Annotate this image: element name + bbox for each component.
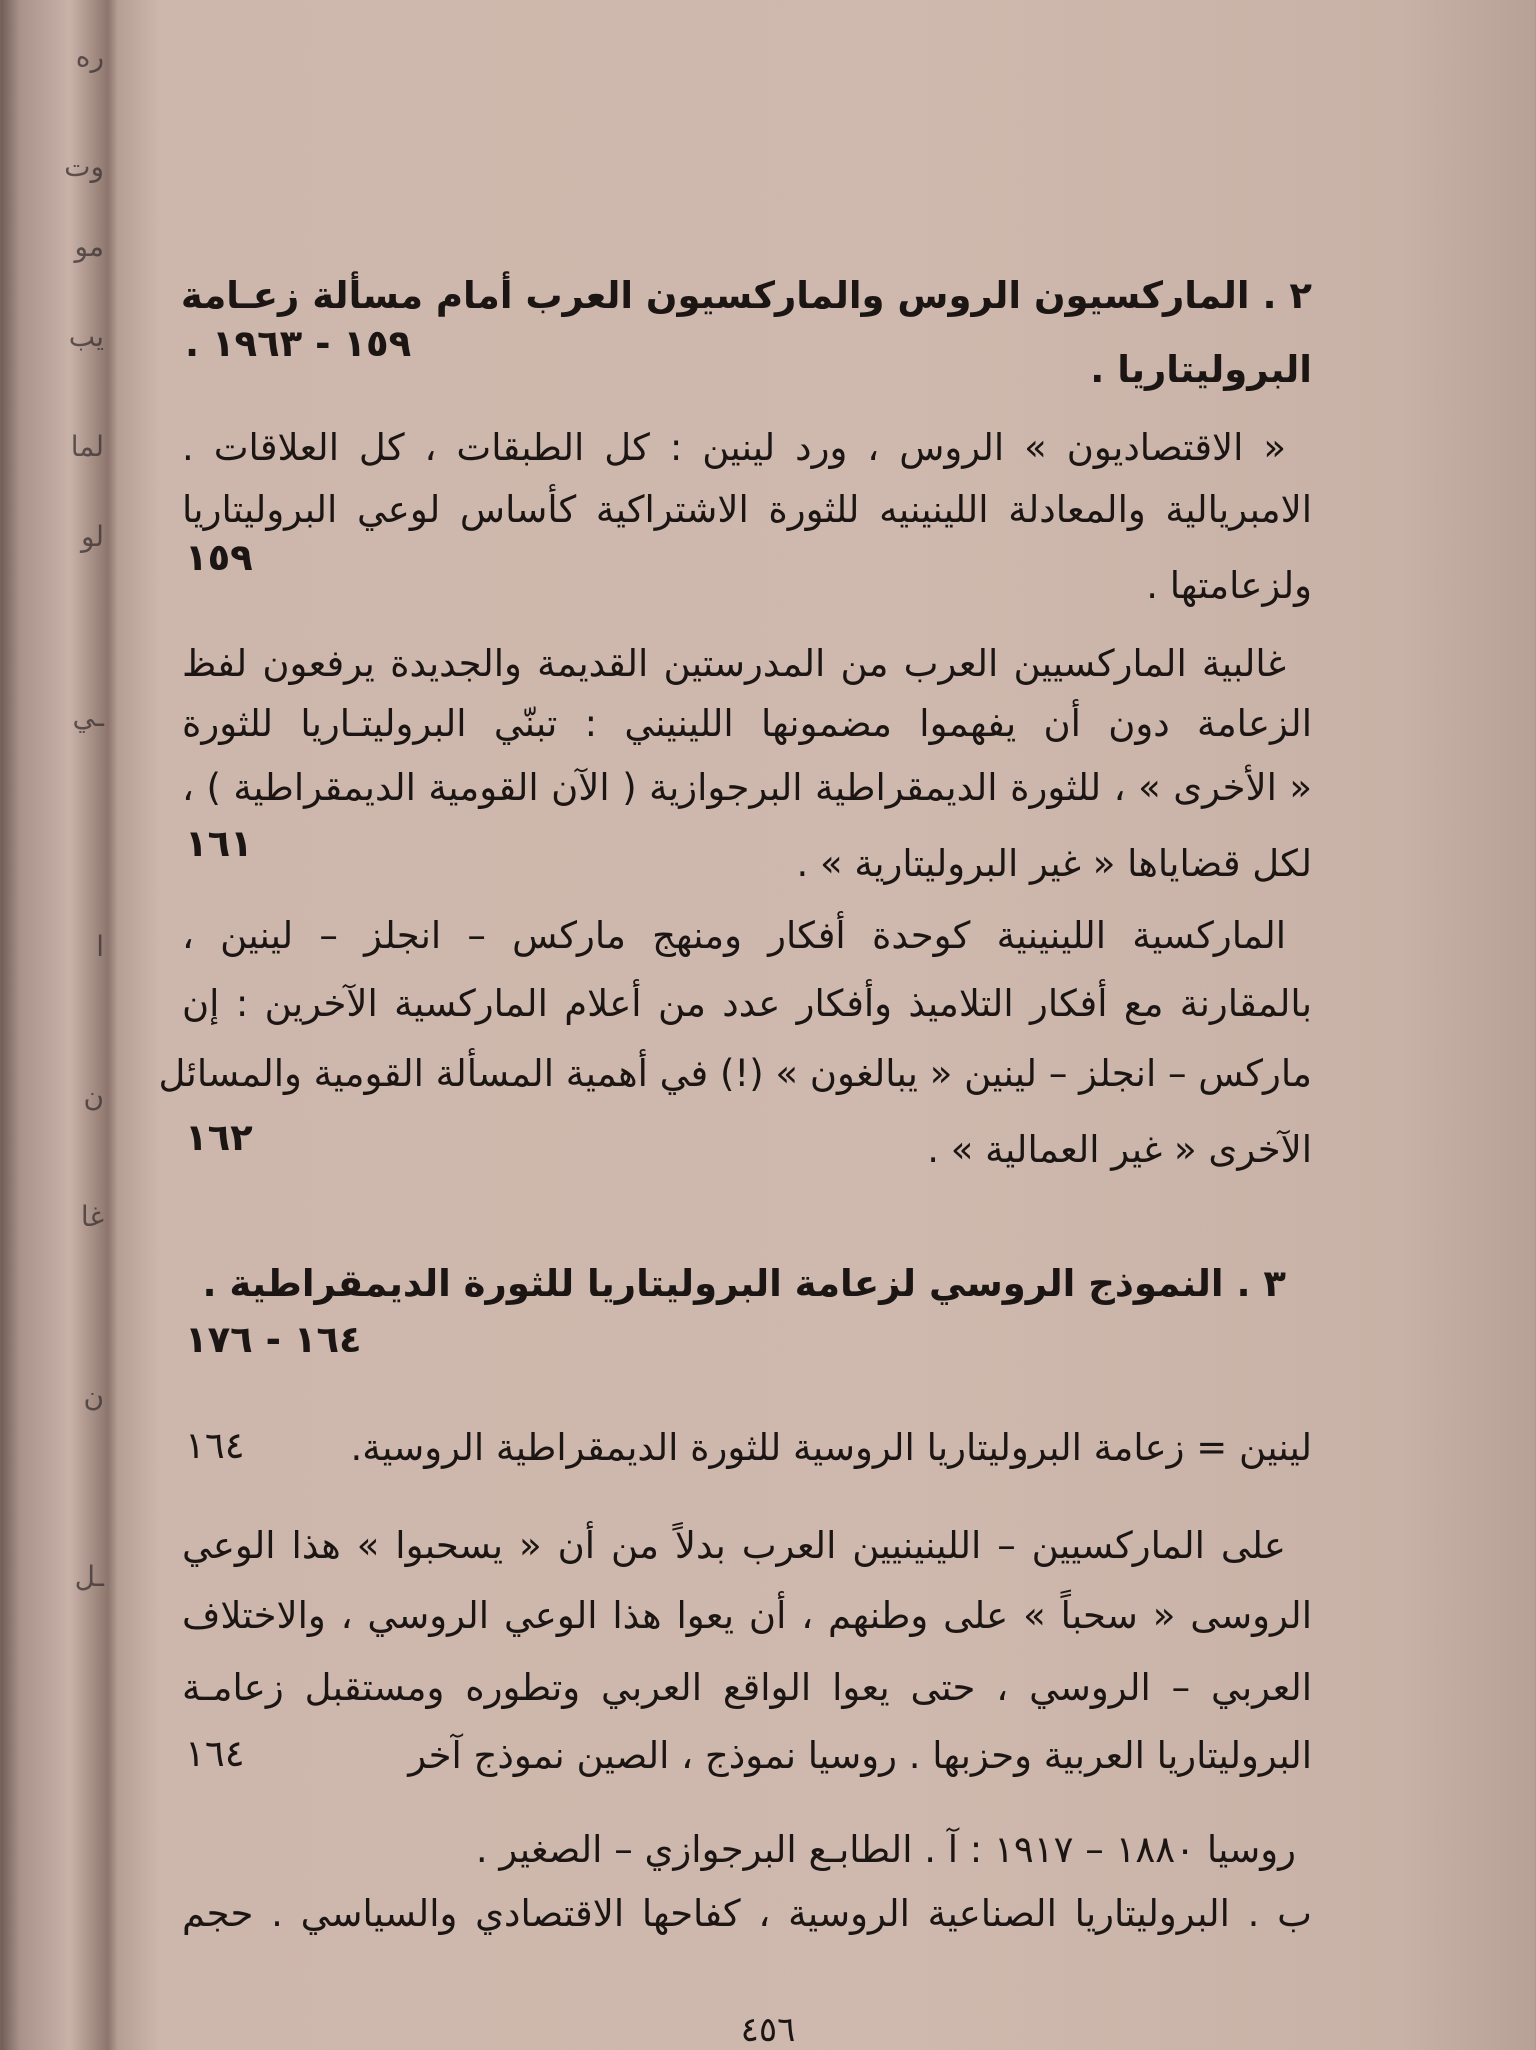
section-2-heading: ٢ . الماركسيون الروس والماركسيون العرب أمام مسألة زعـامة [180, 274, 1312, 317]
paragraph-line: روسيا ١٨٨٠ – ١٩١٧ : آ . الطابـع البرجوازي – الصغير . [475, 1828, 1296, 1871]
paragraph-line: ولزعامتها . [1146, 564, 1312, 607]
page-reference: ١٦١ [185, 822, 253, 865]
paragraph-line: « الاقتصاديون » الروس ، ورد لينين : كل الطبقات ، كل العلاقات . [182, 426, 1286, 469]
facing-page-fragment: لما [70, 430, 104, 463]
facing-page-fragment: ن [83, 1380, 104, 1413]
paragraph-line: بالمقارنة مع أفكار التلاميذ وأفكار عدد من أعلام الماركسية الآخرين : إن [182, 982, 1312, 1025]
facing-page-edge [0, 0, 108, 2048]
facing-page-fragment: غا [80, 1200, 104, 1233]
paragraph-line: البروليتاريا العربية وحزبها . روسيا نموذج ، الصين نموذج آخر [408, 1734, 1312, 1777]
paragraph-line: الزعامة دون أن يفهموا مضمونها اللينيني : تبنّي البروليتـاريا للثورة [182, 702, 1312, 745]
facing-page-fragment: مو [74, 230, 104, 263]
facing-page-fragment: ن [83, 1080, 104, 1113]
paragraph-line: العربي – الروسي ، حتى يعوا الواقع العربي وتطوره ومستقبل زعامـة [182, 1666, 1312, 1709]
paragraph-line: « الأخرى » ، للثورة الديمقراطية البرجوازية ( الآن القومية الديمقراطية ) ، [182, 766, 1312, 809]
paragraph-line: الماركسية اللينينية كوحدة أفكار ومنهج ماركس – انجلز – لينين ، [182, 914, 1286, 957]
paragraph-line: الآخرى « غير العمالية » . [927, 1128, 1312, 1171]
paragraph-line: على الماركسيين – اللينينيين العرب بدلاً من أن « يسحبوا » هذا الوعي [182, 1524, 1286, 1567]
page-number: ٤٥٦ [740, 2010, 796, 2050]
paragraph-line: الامبريالية والمعادلة اللينينيه للثورة الاشتراكية كأساس لوعي البروليتاريا [182, 488, 1312, 531]
paragraph-line: ب . البروليتاريا الصناعية الروسية ، كفاحها الاقتصادي والسياسي . حجم [182, 1892, 1312, 1935]
paragraph-line: لكل قضاياها « غير البروليتارية » . [796, 842, 1312, 885]
page-reference: ١٦٢ [185, 1116, 253, 1159]
paragraph-line: الروسى « سحباً » على وطنهم ، أن يعوا هذا الوعي الروسي ، والاختلاف [182, 1594, 1312, 1637]
paragraph-line: لينين = زعامة البروليتاريا الروسية للثورة الديمقراطية الروسية. [350, 1426, 1312, 1469]
facing-page-fragment: لو [81, 520, 104, 553]
section-2-heading-cont: البروليتاريا . [1090, 348, 1312, 391]
facing-page-fragment: ا [96, 930, 104, 963]
page-reference: ١٥٩ [185, 536, 253, 579]
paragraph-line: ماركس – انجلز – لينين « يبالغون » (!) في أهمية المسألة القومية والمسائل [158, 1052, 1312, 1095]
facing-page-fragment: ره [75, 40, 104, 73]
facing-page-fragment: وت [64, 150, 104, 183]
section-3-heading: ٣ . النموذج الروسي لزعامة البروليتاريا للثورة الديمقراطية . [202, 1262, 1286, 1305]
section-3-page-range: ١٦٤ - ١٧٦ [185, 1318, 362, 1361]
facing-page-fragment: ـي [72, 700, 104, 733]
facing-page-fragment: ـل [74, 1560, 104, 1593]
facing-page-fragment: يب [68, 320, 104, 353]
page-reference: ١٦٤ [185, 1424, 245, 1467]
page-reference: ١٦٤ [185, 1732, 245, 1775]
paragraph-line: غالبية الماركسيين العرب من المدرستين القديمة والجديدة يرفعون لفظ [182, 642, 1286, 685]
section-2-page-range: ١٥٩ - ١٩٦٣ . [185, 322, 412, 365]
